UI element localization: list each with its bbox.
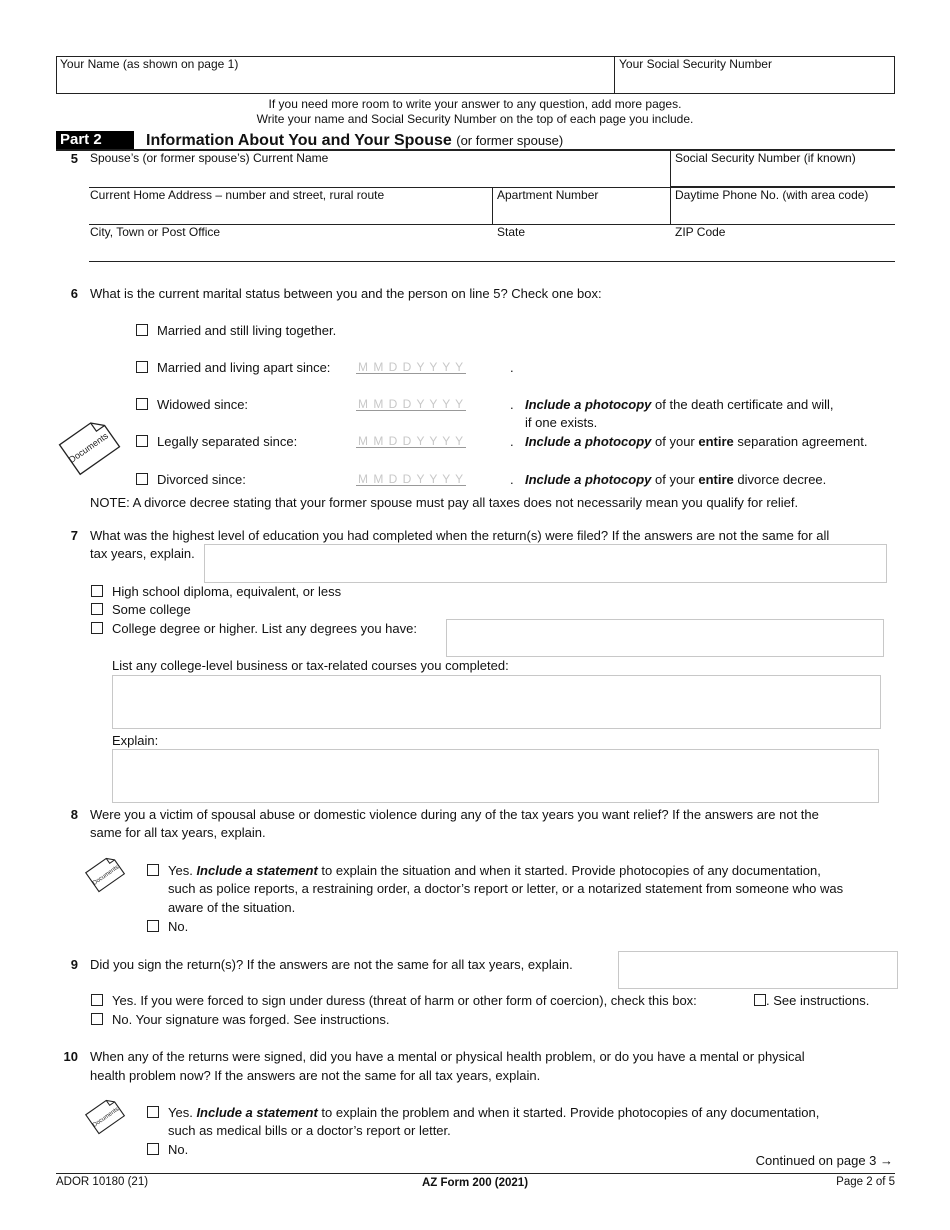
documents-icon <box>80 1088 132 1140</box>
q6-note: NOTE: A divorce decree stating that your former spouse must pay all taxes does not necessarily mean you qualify for relief. <box>90 495 799 510</box>
instruction-line-2: Write your name and Social Security Number on the top of each page you include. <box>256 112 694 126</box>
q10-yes-include: Include a statement <box>196 1105 318 1120</box>
divorced-mid: of your <box>651 472 699 487</box>
footer-rule <box>56 1173 895 1174</box>
divorced-label: Divorced since: <box>157 472 246 487</box>
zip-label: ZIP Code <box>675 225 726 239</box>
q10-no-label: No. <box>168 1142 189 1157</box>
divorced-instruction <box>525 472 826 488</box>
separated-end: separation agreement. <box>733 434 868 449</box>
high-school-checkbox[interactable] <box>91 585 103 597</box>
married-together-checkbox[interactable] <box>136 324 148 336</box>
married-apart-label: Married and living apart since: <box>157 360 331 375</box>
q5-vline-1 <box>670 151 671 188</box>
divorced-checkbox[interactable] <box>136 473 148 485</box>
phone-label: Daytime Phone No. (with area code) <box>675 188 869 202</box>
q5-vline-2 <box>492 187 493 225</box>
q8-yes-line2: such as police reports, a restraining order, a doctor’s report or letter, or a notarized statement from someone who was <box>168 881 844 896</box>
explain-label: Explain: <box>112 733 159 748</box>
q6-question: What is the current marital status between you and the person on line 5? Check one box: <box>90 286 602 301</box>
spouse-ssn-field[interactable] <box>672 167 894 186</box>
q8-yes-checkbox[interactable] <box>147 864 159 876</box>
separated-label: Legally separated since: <box>157 434 298 449</box>
widowed-date-field[interactable]: M M D D Y Y Y Y <box>358 397 465 411</box>
q7-question-line1: What was the highest level of education you had completed when the return(s) were filed? If the answers are not the same for all <box>90 528 830 543</box>
q9-no-checkbox[interactable] <box>91 1013 103 1025</box>
separated-include: Include a photocopy <box>525 434 652 449</box>
separated-mid: of your <box>651 434 699 449</box>
apt-field[interactable] <box>494 204 668 223</box>
separated-date-field[interactable]: M M D D Y Y Y Y <box>358 434 465 448</box>
college-degree-checkbox[interactable] <box>91 622 103 634</box>
city-field[interactable] <box>89 241 489 260</box>
widowed-instruction <box>525 397 834 413</box>
documents-icon-label: Documents <box>91 1106 121 1129</box>
degrees-field[interactable] <box>446 619 884 657</box>
your-ssn-label: Your Social Security Number <box>619 57 772 71</box>
q5-number: 5 <box>70 151 78 166</box>
spouse-name-field[interactable] <box>89 167 669 186</box>
widowed-checkbox[interactable] <box>136 398 148 410</box>
q7-number: 7 <box>70 528 78 543</box>
q9-yes-text: Yes. If you were forced to sign under duress (threat of harm or other form of coercion), check this box: <box>112 993 697 1008</box>
name-ssn-divider <box>614 56 615 94</box>
college-degree-label: College degree or higher. List any degrees you have: <box>112 621 417 636</box>
your-name-field[interactable] <box>57 72 613 92</box>
married-apart-checkbox[interactable] <box>136 361 148 373</box>
zip-field[interactable] <box>672 241 894 260</box>
q9-yes-after: . See instructions. <box>766 993 870 1008</box>
q8-yes-line1 <box>168 863 821 879</box>
part2-title: Information About You and Your Spouse <box>146 132 452 149</box>
spouse-name-label: Spouse’s (or former spouse’s) Current Name <box>90 151 329 165</box>
married-apart-date-field[interactable]: M M D D Y Y Y Y <box>358 360 465 374</box>
q8-question-line1: Were you a victim of spousal abuse or domestic violence during any of the tax years you want relief? If the answers are not the <box>90 807 819 822</box>
widowed-rest1: of the death certificate and will, <box>651 397 834 412</box>
q8-question-line2: same for all tax years, explain. <box>90 825 266 840</box>
continued-note: Continued on page 3 → <box>755 1153 893 1168</box>
documents-icon <box>50 403 130 483</box>
q9-number: 9 <box>70 957 78 972</box>
q9-question: Did you sign the return(s)? If the answers are not the same for all tax years, explain. <box>90 957 573 972</box>
your-name-label: Your Name (as shown on page 1) <box>60 57 239 71</box>
widowed-label: Widowed since: <box>157 397 249 412</box>
q5-hline-3 <box>89 261 895 262</box>
high-school-label: High school diploma, equivalent, or less <box>112 584 342 599</box>
q10-no-checkbox[interactable] <box>147 1143 159 1155</box>
documents-icon-label: Documents <box>66 430 110 465</box>
q10-number: 10 <box>63 1049 78 1064</box>
separated-entire: entire <box>698 434 734 449</box>
q5-vline-3 <box>670 187 671 225</box>
q6-number: 6 <box>70 286 78 301</box>
spouse-ssn-label: Social Security Number (if known) <box>675 151 856 165</box>
q10-yes-line1 <box>168 1105 819 1121</box>
explain-field[interactable] <box>112 749 879 803</box>
q10-yes-checkbox[interactable] <box>147 1106 159 1118</box>
form-name: AZ Form 200 (2021) <box>421 1177 529 1189</box>
page-number: Page 2 of 5 <box>836 1176 895 1188</box>
address-label: Current Home Address – number and street, rural route <box>90 188 385 202</box>
address-field[interactable] <box>89 204 489 223</box>
date-period: . <box>510 472 514 487</box>
phone-field[interactable] <box>672 204 894 223</box>
q9-no-text: No. Your signature was forged. See instructions. <box>112 1012 390 1027</box>
documents-icon <box>80 846 132 898</box>
q8-yes-rest1: to explain the situation and when it started. Provide photocopies of any documentation, <box>317 863 821 878</box>
q10-yes-label: Yes. <box>168 1105 197 1120</box>
date-period: . <box>510 397 514 412</box>
q7-question-line2: tax years, explain. <box>90 546 195 561</box>
form-id: ADOR 10180 (21) <box>56 1176 149 1188</box>
widowed-rest2: if one exists. <box>525 415 598 430</box>
q8-yes-label: Yes. <box>168 863 197 878</box>
q9-yes-checkbox[interactable] <box>91 994 103 1006</box>
part2-tag-text: Part 2 <box>60 131 102 148</box>
q10-question-line2: health problem now? If the answers are not the same for all tax years, explain. <box>90 1068 541 1083</box>
separated-checkbox[interactable] <box>136 435 148 447</box>
duress-checkbox[interactable] <box>754 994 766 1006</box>
documents-icon-label: Documents <box>91 864 121 887</box>
divorced-date-field[interactable]: M M D D Y Y Y Y <box>358 472 465 486</box>
courses-field[interactable] <box>112 675 881 729</box>
courses-label: List any college-level business or tax-related courses you completed: <box>112 658 509 673</box>
q8-yes-include: Include a statement <box>196 863 318 878</box>
part2-title-line <box>146 131 563 150</box>
your-ssn-field[interactable] <box>616 72 893 92</box>
date-period: . <box>510 434 514 449</box>
divorced-entire: entire <box>698 472 734 487</box>
date-period: . <box>510 360 514 375</box>
separated-instruction <box>525 434 867 450</box>
q10-yes-line2: such as medical bills or a doctor’s report or letter. <box>168 1123 451 1138</box>
q8-no-checkbox[interactable] <box>147 920 159 932</box>
q9-explain-field[interactable] <box>618 951 898 989</box>
q8-no-label: No. <box>168 919 189 934</box>
married-together-label: Married and still living together. <box>157 323 337 338</box>
some-college-label: Some college <box>112 602 191 617</box>
q10-question-line1: When any of the returns were signed, did you have a mental or physical health problem, or do you have a mental or physical <box>90 1049 805 1064</box>
q8-number: 8 <box>70 807 78 822</box>
education-explain-field[interactable] <box>204 544 887 583</box>
state-label: State <box>497 225 526 239</box>
instruction-line-1: If you need more room to write your answer to any question, add more pages. <box>268 97 682 111</box>
q5-hline-1b <box>670 186 895 187</box>
apt-label: Apartment Number <box>497 188 599 202</box>
q10-yes-rest1: to explain the problem and when it started. Provide photocopies of any documentation, <box>317 1105 820 1120</box>
q8-yes-line3: aware of the situation. <box>168 900 296 915</box>
divorced-end: divorce decree. <box>733 472 827 487</box>
widowed-include: Include a photocopy <box>525 397 652 412</box>
state-field[interactable] <box>494 241 668 260</box>
some-college-checkbox[interactable] <box>91 603 103 615</box>
city-label: City, Town or Post Office <box>90 225 221 239</box>
part2-subtitle: (or former spouse) <box>456 133 564 148</box>
divorced-include: Include a photocopy <box>525 472 652 487</box>
